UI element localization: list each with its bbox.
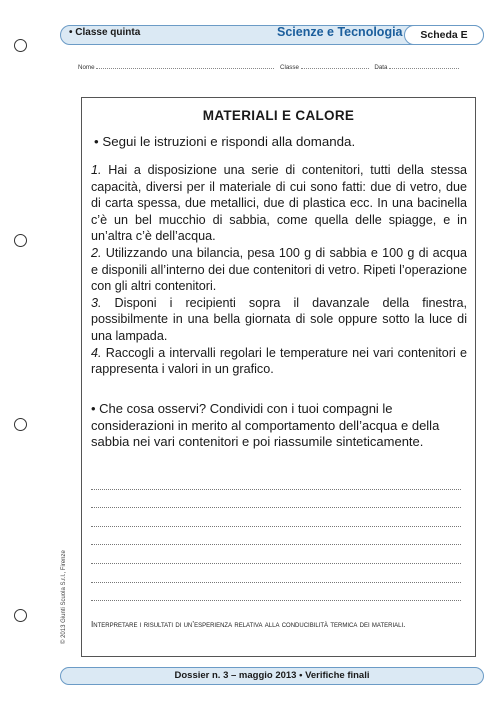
learning-goal: Interpretare i risultati di un’esperienza relativa alla conducibilità termica dei materiali. xyxy=(91,620,406,629)
header-bar xyxy=(60,25,484,45)
step-2: 2. Utilizzando una bilancia, pesa 100 g di sabbia e 100 g di acqua e disponili all’interno dei due contenitori di vetro. Ripeti l’operazione con gli altri contenitori. xyxy=(91,245,467,294)
class-field-label: Classe xyxy=(279,64,299,71)
answer-lines[interactable] xyxy=(91,471,461,601)
answer-line[interactable] xyxy=(91,545,461,564)
question-text: • Che cosa osservi? Condividi con i tuoi compagni le considerazioni in merito al comportamento dell’acqua e della sabbia nei vari contenitori e poi riassumile sinteticamente. xyxy=(91,401,440,450)
binder-hole-3 xyxy=(14,418,27,431)
steps-list xyxy=(91,162,467,378)
footer-bar: Dossier n. 3 – maggio 2013 • Verifiche finali xyxy=(60,667,484,685)
answer-line[interactable] xyxy=(91,508,461,527)
sheet-badge: Scheda E xyxy=(404,25,484,45)
binder-hole-1 xyxy=(14,39,27,52)
copyright-text: © 2013 Giunti Scuola S.r.l., Firenze xyxy=(61,550,67,644)
name-label: Nome xyxy=(78,64,95,71)
name-field[interactable] xyxy=(96,63,274,69)
answer-line[interactable] xyxy=(91,583,461,602)
answer-line[interactable] xyxy=(91,564,461,583)
class-label: • Classe quinta xyxy=(69,27,141,38)
binder-hole-4 xyxy=(14,609,27,622)
step-4: 4. Raccogli a intervalli regolari le temperature nei vari contenitori e rappresenta i valori in un grafico. xyxy=(91,345,467,377)
subject-title: Scienze e Tecnologia xyxy=(277,25,403,39)
answer-line[interactable] xyxy=(91,471,461,490)
student-fields xyxy=(78,63,474,71)
answer-line[interactable] xyxy=(91,490,461,509)
step-3: 3. Disponi i recipienti sopra il davanzale della finestra, possibilmente in una bella giornata di sole oppure sotto la luce di una lampada. xyxy=(91,295,467,343)
worksheet-box xyxy=(81,97,476,657)
binder-hole-2 xyxy=(14,234,27,247)
worksheet-title: MATERIALI E CALORE xyxy=(202,108,355,123)
date-field[interactable] xyxy=(389,63,459,69)
class-field[interactable] xyxy=(301,63,369,69)
date-label: Data xyxy=(374,64,388,71)
step-1: 1. Hai a disposizione una serie di contenitori, tutti della stessa capacità, diversi per il materiale di cui sono fatti: due di vetro, due di carta spessa, due metallici, due di plastica ecc. In una bacinella c’è un bel mucchio di sabbia, come quella delle spiagge, e in un’altra c’è dell’acqua. xyxy=(91,163,467,244)
answer-line[interactable] xyxy=(91,527,461,546)
instruction-text: • Segui le istruzioni e rispondi alla domanda. xyxy=(94,134,356,149)
